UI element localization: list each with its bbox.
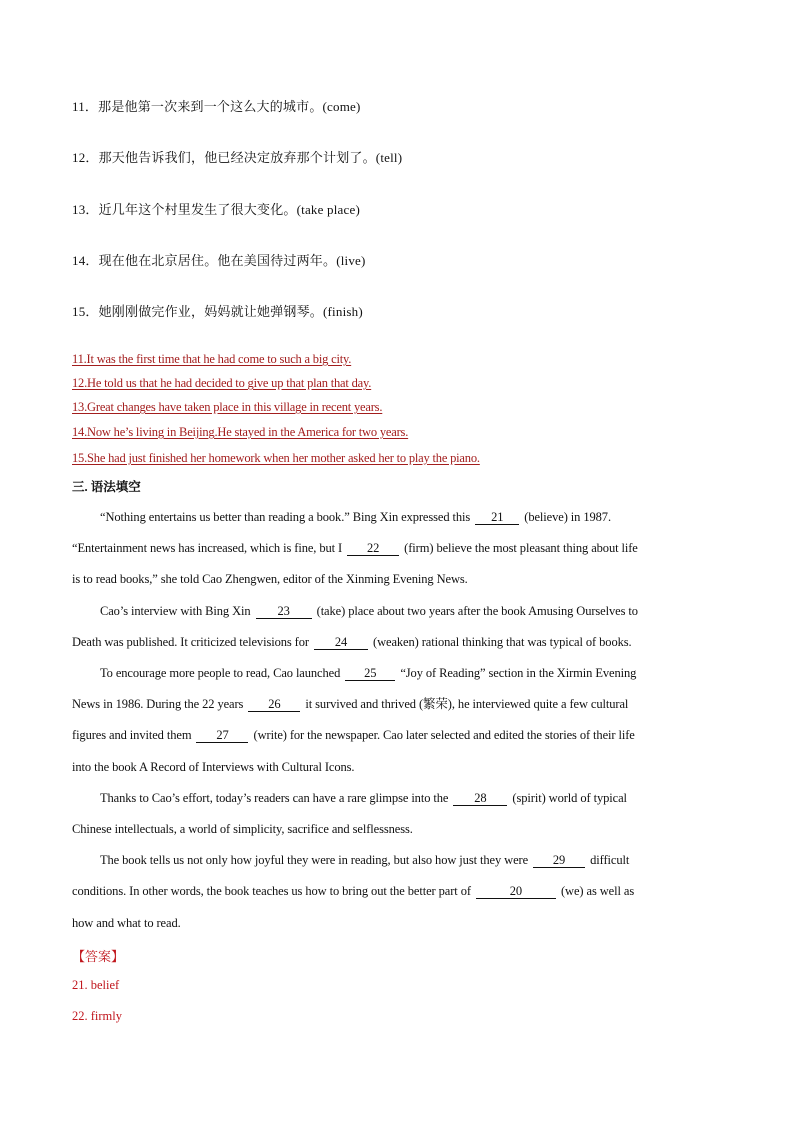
- passage-line: into the book A Record of Interviews with Cultural Icons.: [72, 759, 355, 774]
- passage-text: Cao’s interview with Bing Xin: [100, 603, 251, 618]
- passage-line: [72, 658, 712, 689]
- translation-answer-15: 15.She had just finished her homework when her mother asked her to play the piano.: [72, 451, 480, 465]
- passage-text: “Joy of Reading” section in the Xirmin Evening: [400, 666, 637, 681]
- translation-question-15: 15．她刚刚做完作业，妈妈就让她弹钢琴。(finish): [72, 304, 363, 319]
- passage-line: [72, 502, 712, 533]
- passage-line: [72, 845, 712, 876]
- blank-27: 27: [196, 728, 248, 743]
- passage-text: Thanks to Cao’s effort, today’s readers can have a rare glimpse into the: [100, 790, 449, 805]
- blank-24: 24: [314, 635, 368, 650]
- cloze-passage: [72, 502, 712, 939]
- translation-question-13: 13．近几年这个村里发生了很大变化。(take place): [72, 202, 360, 217]
- passage-text: (weaken) rational thinking that was typical of books.: [373, 634, 632, 649]
- passage-text: “Nothing entertains us better than reading a book.” Bing Xin expressed this: [100, 510, 471, 524]
- passage-line: [72, 876, 712, 907]
- passage-text: To encourage more people to read, Cao launched: [100, 666, 341, 681]
- passage-line: [72, 627, 712, 658]
- blank-21: 21: [475, 510, 519, 525]
- translation-answer-14: 14.Now he’s living in Beijing.He stayed in the America for two years.: [72, 425, 409, 439]
- translation-answer-13: 13.Great changes have taken place in this village in recent years.: [72, 400, 383, 414]
- passage-text: (spirit) world of typical: [512, 790, 627, 805]
- passage-text: (firm) believe the most pleasant thing about life: [404, 541, 638, 556]
- passage-text: News in 1986. During the 22 years: [72, 697, 244, 712]
- blank-28: 28: [453, 791, 507, 806]
- translation-answer-11: 11.It was the first time that he had come to such a big city.: [72, 352, 352, 366]
- answer-21: 21. belief: [72, 978, 120, 992]
- translation-question-11: 11．那是他第一次来到一个这么大的城市。(come): [72, 99, 361, 114]
- passage-text: (write) for the newspaper. Cao later selected and edited the stories of their life: [253, 728, 635, 743]
- passage-text: (take) place about two years after the book Amusing Ourselves to: [316, 603, 638, 618]
- passage-line: [72, 533, 712, 564]
- answer-heading: 【答案】: [72, 949, 125, 964]
- passage-text: (believe) in 1987.: [524, 510, 611, 524]
- passage-line: [72, 783, 712, 814]
- passage-text: figures and invited them: [72, 728, 192, 743]
- passage-text: (we) as well as: [560, 884, 635, 899]
- answer-22: 22. firmly: [72, 1009, 122, 1023]
- passage-line: [72, 720, 712, 751]
- passage-text: The book tells us not only how joyful they were in reading, but also how just they were: [100, 853, 529, 868]
- passage-line: how and what to read.: [72, 915, 181, 930]
- passage-line: is to read books,” she told Cao Zhengwen, editor of the Xinming Evening News.: [72, 572, 468, 587]
- blank-30: 20: [476, 884, 556, 899]
- translation-question-12: 12．那天他告诉我们，他已经决定放弃那个计划了。(tell): [72, 150, 403, 165]
- blank-29: 29: [533, 853, 585, 868]
- passage-line: [72, 596, 712, 627]
- blank-23: 23: [256, 604, 312, 619]
- passage-text: difficult: [590, 853, 630, 868]
- section-heading: 三. 语法填空: [72, 480, 141, 494]
- translation-question-14: 14．现在他在北京居住。他在美国待过两年。(live): [72, 253, 366, 268]
- passage-text: “Entertainment news has increased, which is fine, but I: [72, 541, 343, 556]
- passage-text: Death was published. It criticized televisions for: [72, 634, 309, 649]
- blank-26: 26: [248, 697, 300, 712]
- blank-22: 22: [347, 541, 399, 556]
- passage-text: it survived and thrived (繁荣), he interviewed quite a few cultural: [305, 697, 629, 712]
- passage-line: Chinese intellectuals, a world of simplicity, sacrifice and selflessness.: [72, 822, 413, 837]
- passage-line: [72, 689, 712, 720]
- translation-answer-12: 12.He told us that he had decided to give up that plan that day.: [72, 376, 372, 390]
- blank-25: 25: [345, 666, 395, 681]
- passage-text: conditions. In other words, the book teaches us how to bring out the better part of: [72, 884, 471, 899]
